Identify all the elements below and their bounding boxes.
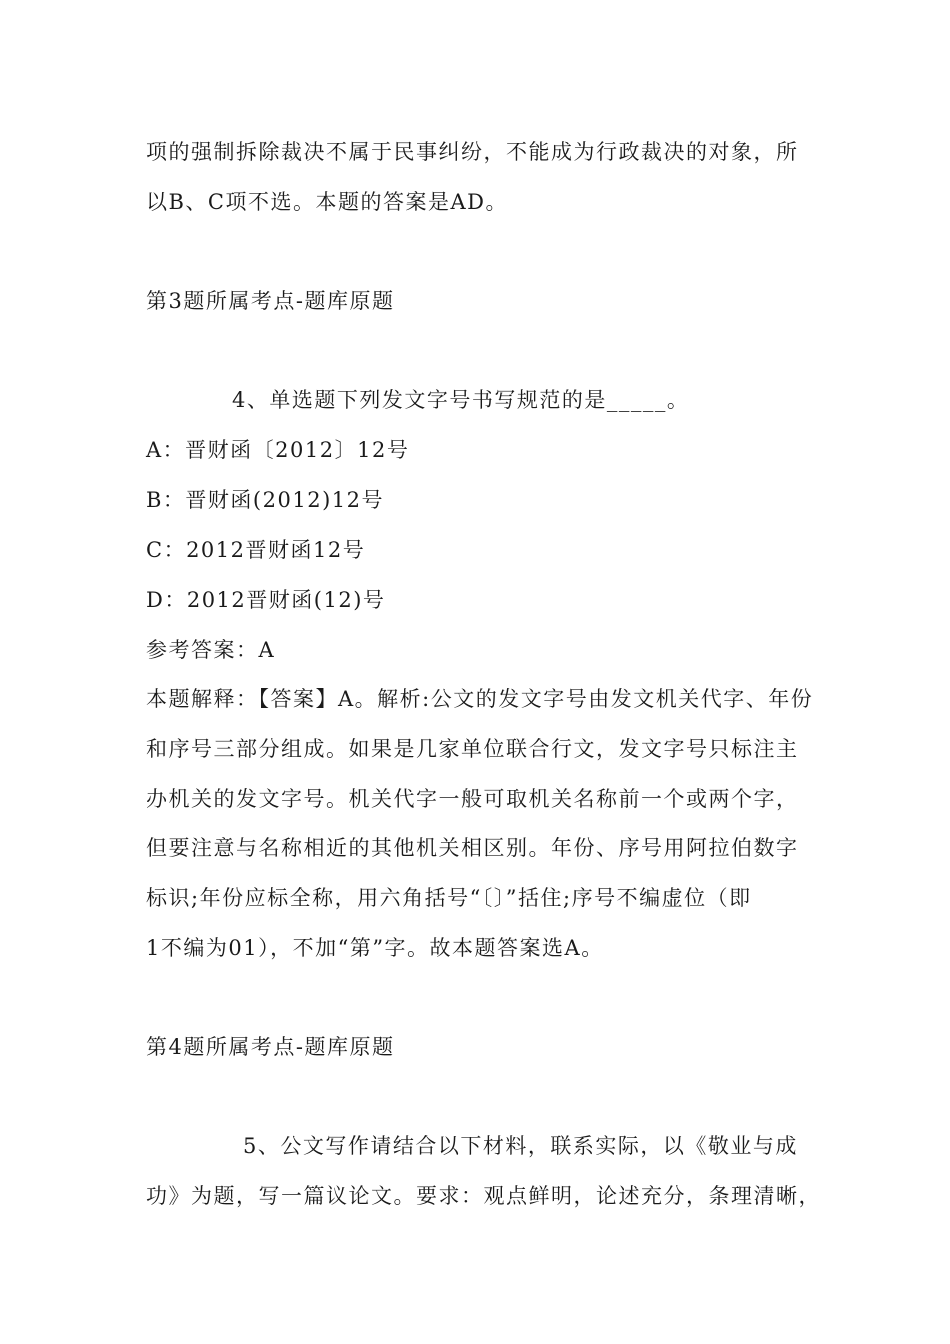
q4-reference-answer: 参考答案：A <box>146 638 276 662</box>
q4-option-a: A：晋财函〔2012〕12号 <box>146 438 410 462</box>
q4-question: 4、单选题下列发文字号书写规范的是_____。 <box>232 388 690 412</box>
q3-knowledge-point: 第3题所属考点-题库原题 <box>146 289 395 313</box>
q4-explanation-line-6: 1不编为01），不加“第”字。故本题答案选A。 <box>146 936 604 960</box>
q4-explanation-line-2: 和序号三部分组成。如果是几家单位联合行文，发文字号只标注主 <box>146 737 799 761</box>
q4-option-d: D：2012晋财函(12)号 <box>146 588 386 612</box>
q2-explanation-line-1: 项的强制拆除裁决不属于民事纠纷，不能成为行政裁决的对象，所 <box>146 140 799 164</box>
q4-explanation-line-5: 标识;年份应标全称，用六角括号“〔〕”括住;序号不编虚位（即 <box>146 886 752 910</box>
q4-explanation-line-1: 本题解释：【答案】A。解析:公文的发文字号由发文机关代字、年份 <box>146 687 814 711</box>
q4-knowledge-point: 第4题所属考点-题库原题 <box>146 1035 395 1059</box>
q2-explanation-line-2: 以B、C项不选。本题的答案是AD。 <box>146 190 509 214</box>
q4-explanation-line-3: 办机关的发文字号。机关代字一般可取机关名称前一个或两个字， <box>146 787 799 811</box>
q4-option-c: C：2012晋财函12号 <box>146 538 366 562</box>
q4-explanation-line-4: 但要注意与名称相近的其他机关相区别。年份、序号用阿拉伯数字 <box>146 836 799 860</box>
q5-question-line-2: 功》为题，写一篇议论文。要求：观点鲜明，论述充分，条理清晰， <box>146 1184 821 1208</box>
q4-option-b: B：晋财函(2012)12号 <box>146 488 384 512</box>
q5-question-line-1: 5、公文写作请结合以下材料，联系实际，以《敬业与成 <box>243 1134 798 1158</box>
